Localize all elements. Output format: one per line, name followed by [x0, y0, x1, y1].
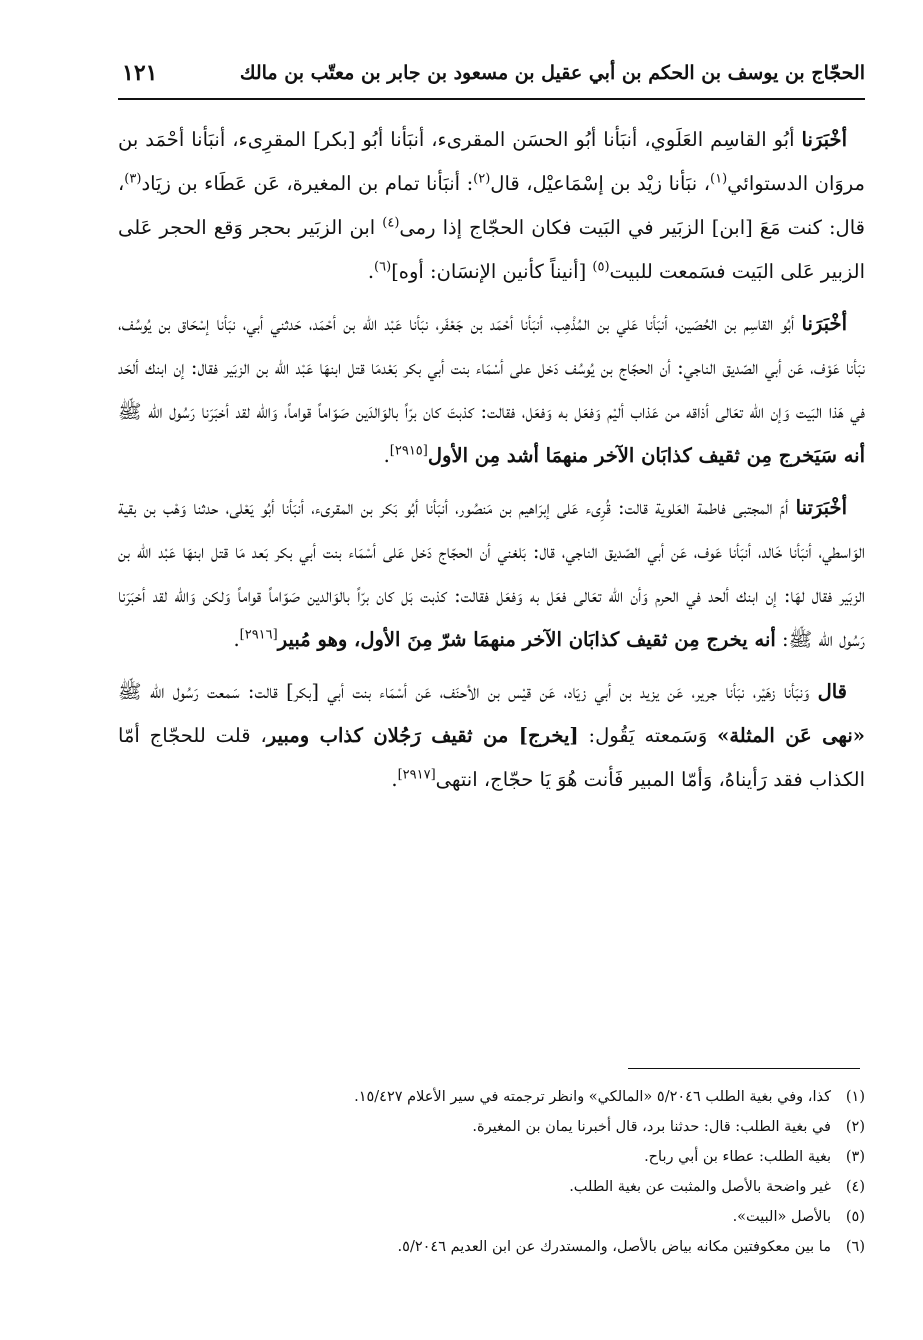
footnote-number: (٤): [845, 1179, 865, 1195]
text-run: أمّ المجتبى فاطمة العَلوية قالت: قُرِىء عَلى إبرَاهيم بن مَنصُور، أنبَأنا أبُو بَكر بن المقرىء، أنبَأنا أبُو يَعْلى، حدثنا وَهْب بن بقية الوَاسطي، أنبَأنا خَالد، أنبَأنا عَوف، عَن أبي الصّديق الناجي، قال: بَلغني أن الحجّاج دَخل عَلى أسْمَاء بنت أبي بكر بَعد مَا قتل ابنهَا عَبْد اللّه بن الزبَير فقال لهَا: إن ابنك ألحد في الحرم وَأن اللّه تعَالى فعَل به وَفعَل فقالت: كذبت بَل كان برّاً بالوَالدين صَوّاماً قواماً وَلكن وَاللّه لقد أخبَرَنا رَسُول اللّه ﷺ:: [118, 496, 866, 651]
text-run: .: [391, 768, 398, 791]
paragraph-lead: أخْبَرَنا: [801, 128, 847, 151]
footnote-text: بالأصل «البيت».: [732, 1209, 831, 1225]
paragraph: [118, 118, 865, 294]
footnote-number: (٢): [845, 1119, 865, 1135]
footnote: [118, 1172, 865, 1202]
footnote: [118, 1112, 865, 1142]
text-run: ، قال: كنت مَعَ [ابن] الزبَير في البَيت فكان الحجّاج إذا رمى: [118, 172, 865, 239]
hadith-quote: أنه يخرج مِن ثقيف كذابَان الآخر منهمَا شرّ مِنَ الأول، وهو مُبير: [277, 628, 776, 651]
hadith-quote: «نهى عَن المثلة»: [717, 724, 865, 747]
footnote-divider: [628, 1068, 860, 1069]
text-run: أبُو القاسِم بن الحُصَين، أنبَأنا عَلي بن المُذْهِب، أنبَأنا أحْمَد بن جَعْفَر، نبَأنا عَبْد اللّه بن أحْمَد، حَدثني أبي، نبَأنا إسْحَاق بن يُوسُف، نبَأنا عَوْف، عَن أبي الصّديق الناجي: أن الحجّاج بن يُوسُف دَخل على أسْمَاء بنت أبي بكر بَعْدمَا قتل ابنهَا عَبْد اللّه بن الزبَير فقال: إن ابنك ألحَد في هَذا البَيت وَإن اللّه تعَالى أذاقه من عَذاب أليْم وَفعَل به وَفعَل، فقالت: كذبتَ كان برّاً بالوَالدَين صَوّاماً قواماً، وَاللّه لقد أخبَرَنا رَسُول اللّه ﷺ: [118, 312, 865, 423]
text-run: : أنبَأنا تمام بن المغيرة، عَن عَطَاء بن زيَاد: [141, 172, 474, 195]
footnote-text: ما بين معكوفتين مكانه بياض بالأصل، والمستدرك عن ابن العديم ٥/٢٠٤٦.: [397, 1239, 831, 1255]
paragraph-body: [118, 496, 865, 651]
text-run: ، قلت للحجّاج أمّا الكذاب فقد رَأيناهُ، وَأمّا المبير فَأنت هُوَ يَا حجّاج، انتهى: [118, 724, 865, 791]
text-run: ابن الزبَير بحجر وَقع الحجر عَلى الزبير عَلى البَيت فسَمعت للبيت: [118, 216, 865, 283]
note-marker: (٢): [473, 171, 491, 187]
text-run: [أنيناً كأنين الإنسَان: أوه]: [391, 260, 593, 283]
note-marker: (٥): [592, 259, 610, 275]
footnote-text: غير واضحة بالأصل والمثبت عن بغية الطلب.: [569, 1179, 831, 1195]
note-marker: [٢٩١٦]: [239, 627, 278, 643]
footnote: [118, 1082, 865, 1112]
paragraph-lead: أخْبَرَنا: [801, 312, 847, 335]
note-marker: (٦): [374, 259, 392, 275]
note-marker: [٢٩١٥]: [389, 443, 428, 459]
text-run: .: [367, 260, 375, 283]
text-run: .: [233, 628, 240, 651]
hadith-quote: [يخرج] من ثقيف رَجُلان كذاب ومبير: [266, 724, 579, 747]
paragraph: [118, 302, 865, 478]
text-run: وَسَمعته يَقُول:: [578, 724, 718, 747]
text-run: ، نبَأنا زيْد بن إسْمَاعيْل، قال: [490, 172, 710, 195]
text-run: أبُو القاسِم العَلَوي، أنبَأنا أبُو الحسَن المقرىء، أنبَأنا أبُو [بكر] المقرِىء، أنبَأنا أحْمَد بن مروَان الدستوائي: [118, 128, 865, 195]
footnote: [118, 1232, 865, 1262]
main-text: [118, 118, 865, 810]
footnote: [118, 1142, 865, 1172]
paragraph-lead: قال: [817, 680, 847, 703]
paragraph-body: [118, 680, 865, 791]
paragraph-body: [118, 128, 865, 283]
text-run: وَنبَأنا زهَيْر، نبَأنا جرير، عَن يزيد بن أبي زيَاد، عَن قيْس بن الأحنَف، عَن أسْمَاء بنت أبي [بكر] قالت: سَمعت رَسُول اللّه ﷺ: [118, 680, 818, 703]
footnote-number: (٣): [845, 1149, 865, 1165]
hadith-quote: أنه سَيَخرج مِن ثقيف كذابَان الآخر منهمَا أشد مِن الأول: [427, 444, 865, 467]
footnotes-list: [118, 1082, 865, 1262]
footnote: [118, 1202, 865, 1232]
footnote-text: في بغية الطلب: قال: حدثنا برد، قال أخبرنا يمان بن المغيرة.: [472, 1119, 831, 1135]
paragraph-body: [118, 312, 865, 467]
note-marker: [٢٩١٧]: [397, 767, 436, 783]
paragraph: [118, 486, 865, 662]
footnote-text: بغية الطلب: عطاء بن أبي رباح.: [644, 1149, 831, 1165]
text-run: .: [383, 444, 390, 467]
note-marker: (١): [710, 171, 728, 187]
page-number: ١٢١: [122, 60, 158, 86]
footnote-number: (٥): [845, 1209, 865, 1225]
running-title: الحجّاج بن يوسف بن الحكم بن أبي عقيل بن مسعود بن جابر بن معتّب بن مالك: [239, 62, 865, 84]
footnote-text: كذا، وفي بغية الطلب ٥/٢٠٤٦ «المالكي» وانظر ترجمته في سير الأعلام ١٥/٤٢٧.: [354, 1089, 831, 1105]
paragraph-lead: أخْبَرَتنا: [795, 496, 847, 519]
footnote-number: (١): [845, 1089, 865, 1105]
page-header: [118, 58, 865, 100]
footnote-number: (٦): [845, 1239, 865, 1255]
note-marker: (٣): [124, 171, 142, 187]
paragraph: [118, 670, 865, 802]
note-marker: (٤): [382, 215, 400, 231]
